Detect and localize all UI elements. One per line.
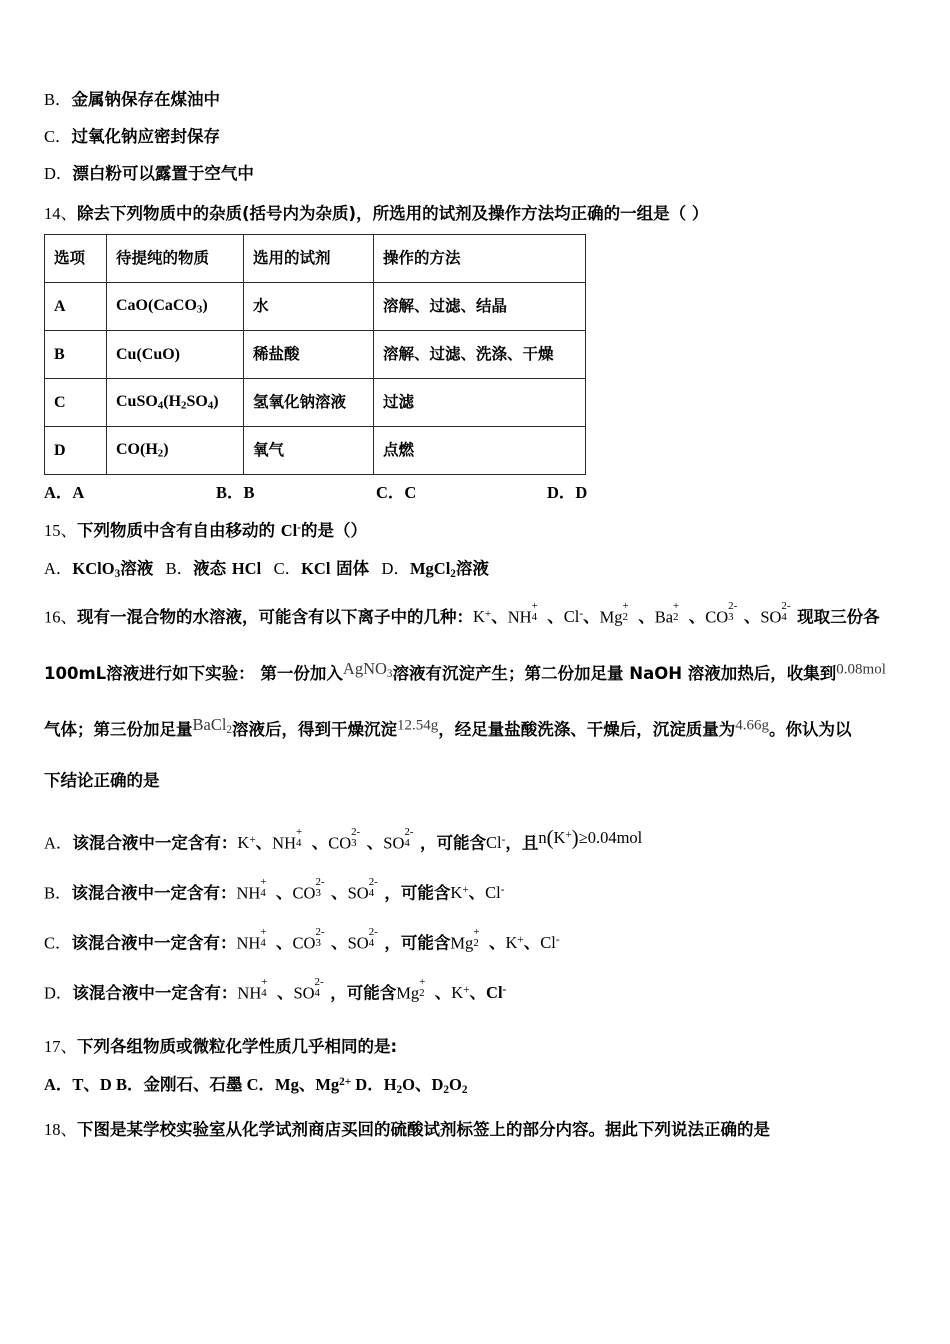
row-substance: $CuSO_4(H_2SO_4)$ (107, 379, 244, 427)
question-16-line1-tail: 现取三份各 (797, 607, 880, 627)
table-body (45, 235, 586, 475)
maybe-contain-ions: Cl- (486, 833, 506, 853)
question-14-table-wrap (44, 234, 910, 475)
question-16-number: 16、 (44, 607, 77, 627)
potassium-amount-expression: n(K+)≥0.04mol (538, 827, 643, 850)
answer-choice-a: A．A (44, 483, 85, 502)
question-15-stem (44, 517, 910, 541)
question-15-text-pre: 下列物质中含有自由移动的 (77, 521, 281, 540)
ion-list: K+、NH + 4 、Cl-、Mg + 2 、Ba + 2 、CO 2- 3 、SO 2- 4 (473, 600, 791, 627)
option-c-suffix: 固体 (330, 559, 370, 578)
must-contain-ions: NH + 4 、CO 2- 3 、SO 2- 4 (236, 925, 378, 953)
sample-volume: 100mL (44, 663, 107, 683)
question-16-option-d (44, 975, 910, 1004)
question-18-stem (44, 1116, 910, 1140)
option-a-formula: KClO$_3$ (72, 559, 121, 580)
question-17-options (44, 1071, 910, 1096)
row-reagent: 氧气 (244, 427, 374, 475)
table-header-method: 操作的方法 (374, 235, 586, 283)
option-text: 过氧化钠应密封保存 (71, 127, 221, 146)
question-18-text: 下图是某学校实验室从化学试剂商店买回的硫酸试剂标签上的部分内容。据此下列说法正确的是 (77, 1120, 770, 1140)
option-label: D． (44, 983, 73, 1003)
table-row (45, 379, 586, 427)
chloride-ion-symbol: Cl- (280, 521, 301, 540)
option-label-c: C． (273, 559, 302, 578)
question-16-line2b: 溶液有沉淀产生；第二份加足量 NaOH 溶液加热后，收集到 (392, 663, 837, 683)
row-option: A (45, 283, 107, 331)
question-16-stem-line1 (44, 600, 910, 628)
maybe-lead: ，可能含 (384, 883, 451, 903)
answer-choice-c: C．C (376, 483, 417, 502)
maybe-lead: ，可能含 (384, 933, 451, 953)
question-16-stem-line2 (44, 658, 910, 684)
row-substance: $CO(H_2)$ (107, 427, 244, 475)
question-15-number: 15、 (44, 521, 77, 540)
row-method: 溶解、过滤、洗涤、干燥 (374, 331, 586, 379)
maybe-contain-ions: K+、Cl- (450, 883, 505, 903)
maybe-contain-ions: Mg + 2 、K+、Cl- (396, 975, 507, 1003)
reagent-bacl2: BaCl$_2$ (192, 715, 233, 736)
option-label: A． (44, 833, 73, 853)
maybe-lead: ，可能含 (330, 983, 397, 1003)
table-row (45, 427, 586, 475)
row-method: 溶解、过滤、结晶 (374, 283, 586, 331)
purification-table (44, 234, 586, 475)
option-c-formula: KCl (301, 559, 331, 578)
table-row (45, 283, 586, 331)
table-row (45, 331, 586, 379)
option-item-d-carryover (44, 160, 910, 184)
question-16-option-a (44, 826, 910, 854)
option-a-suffix: 溶液 (120, 559, 154, 578)
row-substance: Cu(CuO) (107, 331, 244, 379)
question-14-answers (44, 479, 910, 505)
option-lead: 该混合液中一定含有： (72, 833, 238, 853)
row-method: 过滤 (374, 379, 586, 427)
question-16-stem-line4 (44, 770, 910, 791)
question-16-line3c: ，经足量盐酸洗涤、干燥后，沉淀质量为 (438, 720, 736, 740)
question-17-text: 下列各组物质或微粒化学性质几乎相同的是: (77, 1037, 398, 1057)
row-option: D (45, 427, 107, 475)
answer-choice-d: D．D (547, 483, 588, 502)
option-d-suffix: 溶液 (455, 559, 489, 578)
option-d-formula: MgCl$_2$ (409, 559, 456, 580)
option-lead: 该混合液中一定含有： (71, 933, 237, 953)
option-b-prefix: 液态 (193, 559, 232, 578)
question-17-options-text: A．T、D B．金刚石、石墨 C．Mg、$Mg^{2+}$ D．$H_2O$、$D_2O_2$ (44, 1075, 468, 1097)
option-b-formula: HCl (231, 559, 262, 578)
question-16-line2a: 溶液进行如下实验： 第一份加入 (106, 663, 343, 683)
option-label: C． (44, 127, 72, 146)
question-17-number: 17、 (44, 1037, 77, 1057)
option-item-c-carryover (44, 123, 910, 147)
question-14-number: 14、 (44, 204, 77, 223)
question-16-line3b: 溶液后，得到干燥沉淀 (232, 720, 398, 740)
table-header-row (45, 235, 586, 283)
gas-amount: 0.08mol (836, 661, 886, 678)
precipitate-mass-1: 12.54g (397, 717, 439, 734)
table-header-reagent: 选用的试剂 (244, 235, 374, 283)
must-contain-ions: NH + 4 、CO 2- 3 、SO 2- 4 (236, 875, 378, 903)
table-header-substance: 待提纯的物质 (107, 235, 244, 283)
option-lead: 该混合液中一定含有： (72, 983, 238, 1003)
table-header-option: 选项 (45, 235, 107, 283)
row-method: 点燃 (374, 427, 586, 475)
option-text: 金属钠保存在煤油中 (71, 90, 221, 109)
question-18-number: 18、 (44, 1120, 77, 1140)
question-14-stem (44, 200, 910, 224)
question-17-stem (44, 1033, 910, 1057)
row-substance: CaO(CaCO$_3$) (107, 283, 244, 331)
option-item-b-carryover (44, 86, 910, 110)
question-16-intro: 现有一混合物的水溶液，可能含有以下离子中的几种： (77, 607, 473, 627)
must-contain-ions: NH + 4 、SO 2- 4 (237, 975, 324, 1003)
reagent-agno3: AgNO$_3$ (342, 658, 393, 680)
maybe-lead: ，可能含 (420, 833, 487, 853)
page-content (44, 86, 910, 1150)
question-16-line4: 下结论正确的是 (44, 771, 160, 791)
question-16-option-c (44, 925, 910, 954)
row-option: C (45, 379, 107, 427)
row-option: B (45, 331, 107, 379)
option-tail: ，且 (505, 833, 539, 853)
option-label: C． (44, 933, 72, 953)
option-label-b: B． (165, 559, 194, 578)
question-16-option-b (44, 875, 910, 904)
option-label: D． (44, 164, 73, 183)
row-reagent: 氢氧化钠溶液 (244, 379, 374, 427)
question-15-options (44, 555, 910, 580)
row-reagent: 水 (244, 283, 374, 331)
question-16-line3d: 。你认为以 (769, 720, 852, 740)
row-reagent: 稀盐酸 (244, 331, 374, 379)
must-contain-ions: K+、NH + 4 、CO 2- 3 、SO 2- 4 (237, 825, 414, 853)
answer-choice-b: B．B (216, 483, 255, 502)
question-15-text-post: 的是（） (301, 521, 367, 540)
question-14-text: 除去下列物质中的杂质(括号内为杂质)，所选用的试剂及操作方法均正确的一组是（ ） (77, 204, 709, 223)
option-text: 漂白粉可以露置于空气中 (72, 164, 254, 183)
option-label: B． (44, 883, 72, 903)
maybe-contain-ions: Mg + 2 、K+、Cl- (450, 925, 560, 953)
option-label-a: A． (44, 559, 73, 578)
precipitate-mass-2: 4.66g (735, 717, 770, 734)
question-16-line3a: 气体；第三份加足量 (44, 720, 193, 740)
option-label-d: D． (381, 559, 410, 578)
option-label: B． (44, 90, 72, 109)
question-16-stem-line3 (44, 714, 910, 740)
option-lead: 该混合液中一定含有： (71, 883, 237, 903)
